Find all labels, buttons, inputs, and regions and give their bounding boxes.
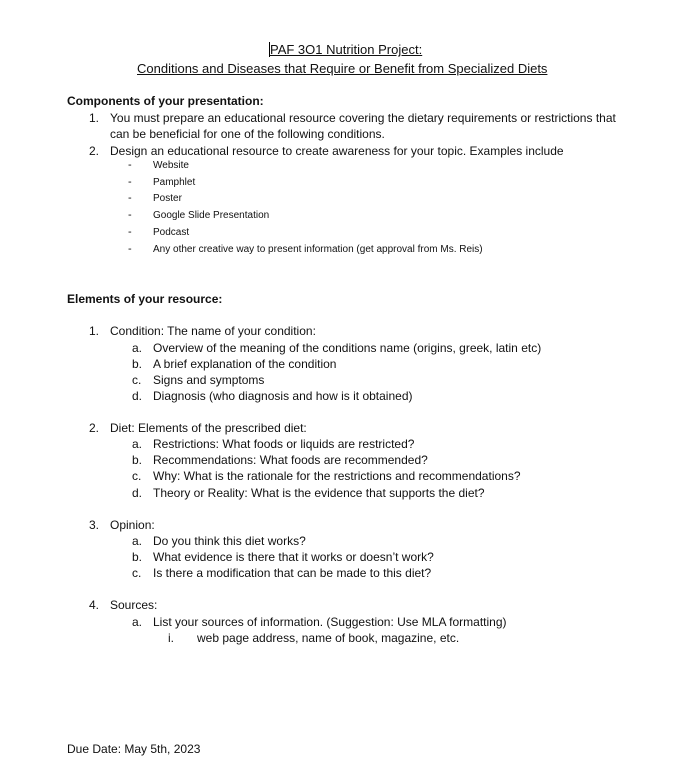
item-text: Restrictions: What foods or liquids are restricted? <box>153 437 415 451</box>
item-text: Why: What is the rationale for the restrictions and recommendations? <box>153 469 521 483</box>
item-text: Overview of the meaning of the conditions name (origins, greek, latin etc) <box>153 341 542 355</box>
item-letter: a. <box>132 534 143 548</box>
item-text: Is there a modification that can be made to this diet? <box>153 566 432 580</box>
list-item-text: can be beneficial for one of the following conditions. <box>110 127 385 141</box>
bullet-marker: - <box>128 159 132 171</box>
item-letter: c. <box>132 566 142 580</box>
section-number: 4. <box>89 598 100 612</box>
item-letter: a. <box>132 341 143 355</box>
section-title: Condition: The name of your condition: <box>110 324 316 338</box>
bullet-marker: - <box>128 209 132 221</box>
example-item: Any other creative way to present information (get approval from Ms. Reis) <box>153 244 483 255</box>
example-item: Podcast <box>153 227 190 238</box>
example-item: Google Slide Presentation <box>153 210 270 221</box>
title-line-1: PAF 3O1 Nutrition Project: <box>270 42 423 57</box>
item-letter: a. <box>132 437 143 451</box>
item-text: Theory or Reality: What is the evidence that supports the diet? <box>153 486 485 500</box>
item-text: What evidence is there that it works or doesn’t work? <box>153 550 434 564</box>
item-text: Recommendations: What foods are recommended? <box>153 453 428 467</box>
list-number: 2. <box>89 144 100 158</box>
section-title: Sources: <box>110 598 158 612</box>
section-title: Opinion: <box>110 518 155 532</box>
item-text: Do you think this diet works? <box>153 534 306 548</box>
bullet-marker: - <box>128 176 132 188</box>
example-item: Pamphlet <box>153 177 196 188</box>
section-title: Diet: Elements of the prescribed diet: <box>110 421 307 435</box>
item-letter: c. <box>132 373 142 387</box>
item-letter: b. <box>132 357 143 371</box>
item-letter: d. <box>132 486 143 500</box>
item-text: A brief explanation of the condition <box>153 357 337 371</box>
elements-heading: Elements of your resource: <box>67 292 223 306</box>
bullet-marker: - <box>128 243 132 255</box>
item-text: Diagnosis (who diagnosis and how is it obtained) <box>153 389 413 403</box>
section-number: 2. <box>89 421 100 435</box>
section-number: 1. <box>89 324 100 338</box>
subitem-roman: i. <box>168 631 174 645</box>
components-heading: Components of your presentation: <box>67 94 264 108</box>
example-item: Poster <box>153 193 182 204</box>
list-item-text: You must prepare an educational resource covering the dietary requirements or restrictions that <box>110 111 616 125</box>
list-number: 1. <box>89 111 100 125</box>
bullet-marker: - <box>128 192 132 204</box>
list-item-text: Design an educational resource to create awareness for your topic. Examples include <box>110 144 564 158</box>
due-date: Due Date: May 5th, 2023 <box>67 742 201 756</box>
item-letter: b. <box>132 453 143 467</box>
item-letter: c. <box>132 469 142 483</box>
example-item: Website <box>153 160 189 171</box>
item-letter: d. <box>132 389 143 403</box>
subitem-text: web page address, name of book, magazine, etc. <box>197 631 460 645</box>
item-text: Signs and symptoms <box>153 373 265 387</box>
title-line-2: Conditions and Diseases that Require or Benefit from Specialized Diets <box>137 61 548 76</box>
item-letter: a. <box>132 615 143 629</box>
item-text: List your sources of information. (Suggestion: Use MLA formatting) <box>153 615 507 629</box>
bullet-marker: - <box>128 226 132 238</box>
item-letter: b. <box>132 550 143 564</box>
section-number: 3. <box>89 518 100 532</box>
